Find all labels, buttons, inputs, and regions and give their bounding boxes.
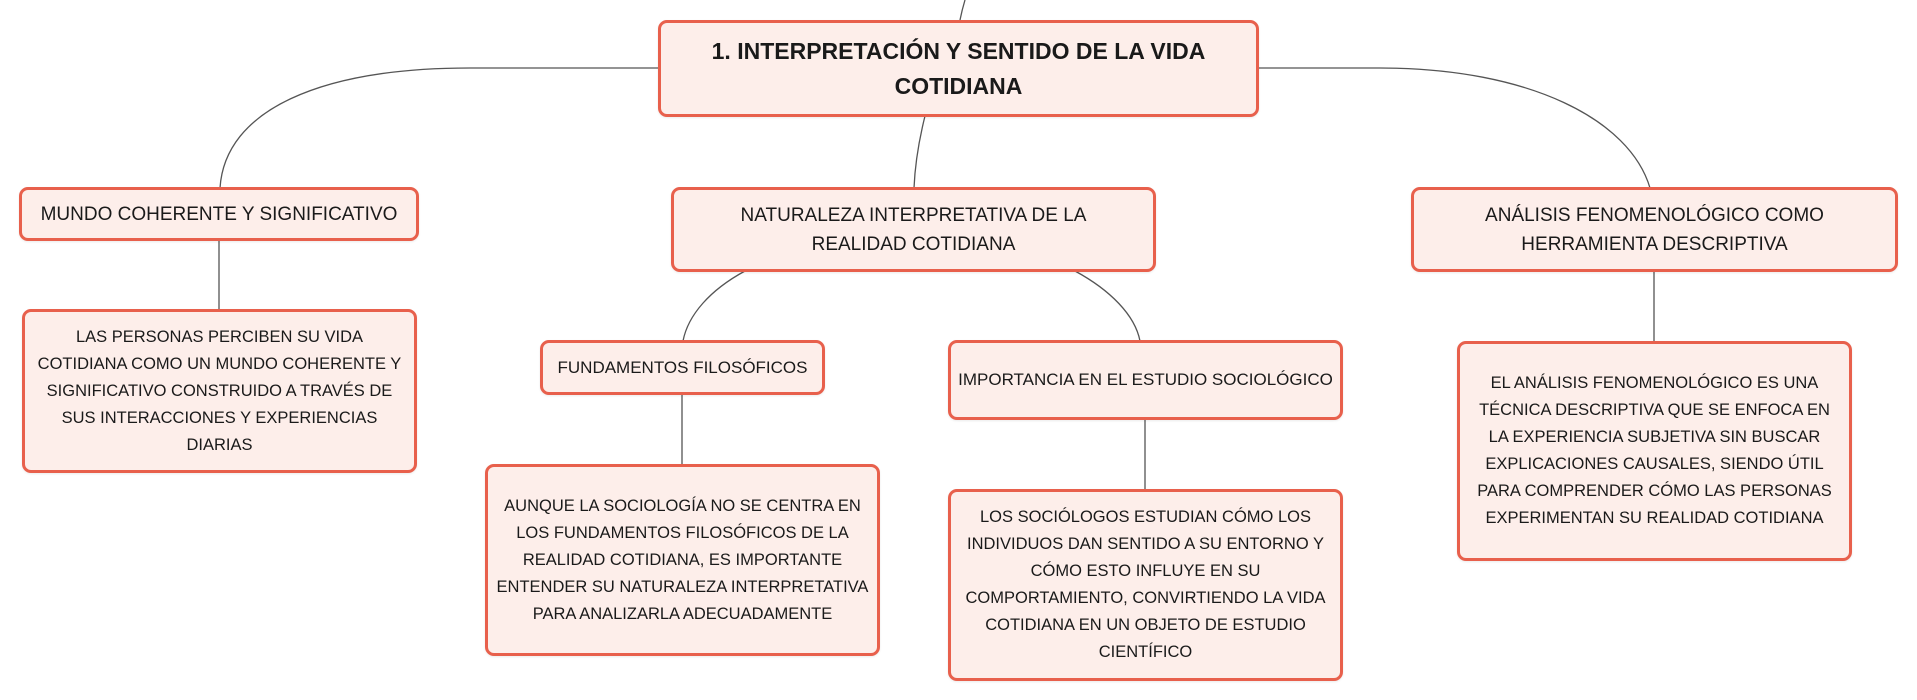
connector-root-incoming	[960, 0, 965, 20]
detail-node-4-text: EL ANÁLISIS FENOMENOLÓGICO ES UNA TÉCNICA DESCRIPTIVA QUE SE ENFOCA EN LA EXPERIENCIA SUBJETIVA SIN BUSCAR EXPLICACIONES CAUSALES, SIENDO ÚTIL PARA COMPRENDER CÓMO LAS PERSONAS EXPERIMENTAN SU REALIDAD COTIDIANA	[1477, 374, 1832, 527]
topic-node-3-label: ANÁLISIS FENOMENOLÓGICO COMO HERRAMIENTA DESCRIPTIVA	[1485, 204, 1824, 255]
topic-node-1[interactable]	[19, 187, 419, 241]
subtopic-node-2[interactable]	[948, 340, 1343, 420]
connector-topic-2-to-subtopic-2	[1075, 271, 1140, 341]
subtopic-node-1[interactable]	[540, 340, 825, 395]
connector-topic-2-to-subtopic-1	[683, 271, 745, 341]
detail-node-3[interactable]	[948, 489, 1343, 681]
detail-node-3-text: LOS SOCIÓLOGOS ESTUDIAN CÓMO LOS INDIVIDUOS DAN SENTIDO A SU ENTORNO Y CÓMO ESTO INFLUYE EN SU COMPORTAMIENTO, CONVIRTIENDO LA VIDA COTIDIANA EN UN OBJETO DE ESTUDIO CIENTÍFICO	[965, 508, 1326, 661]
detail-node-1-text: LAS PERSONAS PERCIBEN SU VIDA COTIDIANA COMO UN MUNDO COHERENTE Y SIGNIFICATIVO CONSTRUIDO A TRAVÉS DE SUS INTERACCIONES Y EXPERIENCIAS DIARIAS	[37, 327, 402, 454]
root-node-label: 1. INTERPRETACIÓN Y SENTIDO DE LA VIDA COTIDIANA	[711, 37, 1206, 99]
connector-root-to-topic-2	[914, 116, 925, 188]
subtopic-node-2-label: IMPORTANCIA EN EL ESTUDIO SOCIOLÓGICO	[958, 370, 1333, 389]
connector-root-to-topic-1	[220, 68, 660, 188]
detail-node-2[interactable]	[485, 464, 880, 656]
detail-node-2-text: AUNQUE LA SOCIOLOGÍA NO SE CENTRA EN LOS FUNDAMENTOS FILOSÓFICOS DE LA REALIDAD COTIDIANA, ES IMPORTANTE ENTENDER SU NATURALEZA INTERPRETATIVA PARA ANALIZARLA ADECUADAMENTE	[496, 496, 869, 623]
subtopic-node-1-label: FUNDAMENTOS FILOSÓFICOS	[557, 357, 808, 377]
topic-node-1-label: MUNDO COHERENTE Y SIGNIFICATIVO	[40, 203, 398, 225]
connector-root-to-topic-3	[1258, 68, 1650, 188]
root-node[interactable]	[658, 20, 1259, 117]
detail-node-1[interactable]	[22, 309, 417, 473]
topic-node-2[interactable]	[671, 187, 1156, 272]
detail-node-4[interactable]	[1457, 341, 1852, 561]
topic-node-2-label: NATURALEZA INTERPRETATIVA DE LA REALIDAD COTIDIANA	[740, 204, 1087, 255]
topic-node-3[interactable]	[1411, 187, 1898, 272]
